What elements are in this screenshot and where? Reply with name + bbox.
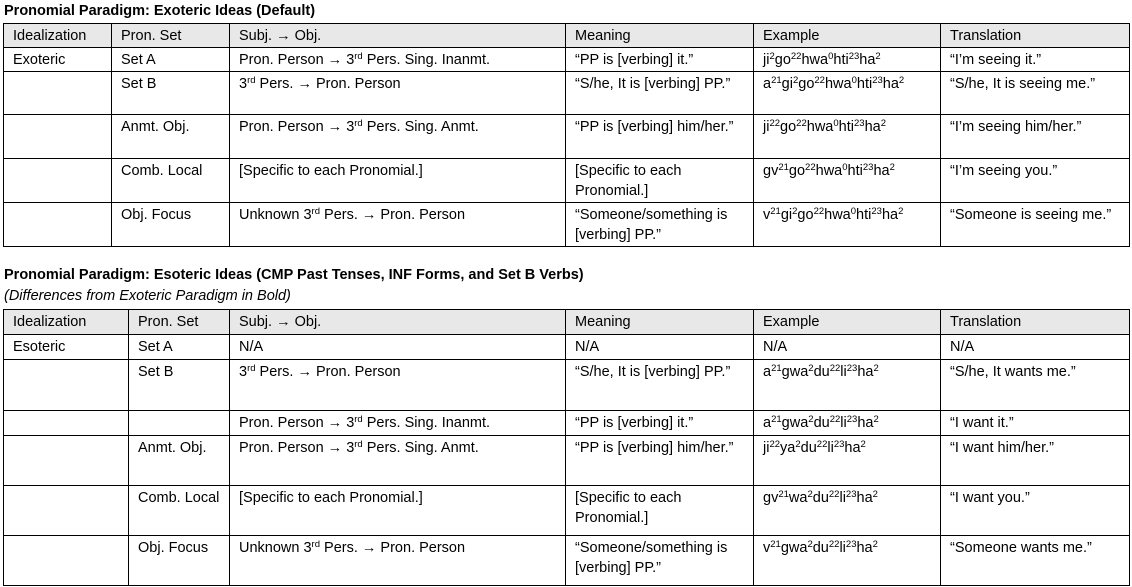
cell-subj-obj: [Specific to each Pronomial.]	[230, 486, 566, 536]
cell-subj-obj: [Specific to each Pronomial.]	[230, 159, 566, 203]
cell-subj-obj: Pron. Person → 3rd Pers. Sing. Anmt.	[230, 115, 566, 159]
col-header-pron-set: Pron. Set	[129, 310, 230, 335]
cell-translation: “S/he, It is seeing me.”	[941, 72, 1130, 115]
col-header-meaning: Meaning	[566, 310, 754, 335]
cell-meaning: “PP is [verbing] it.”	[566, 48, 754, 72]
cell-pron-set: Set A	[112, 48, 230, 72]
cell-meaning: “S/he, It is [verbing] PP.”	[566, 360, 754, 411]
cell-translation: “Someone is seeing me.”	[941, 203, 1130, 247]
cell-example: $a^{21}gwa^2du^{22}li^{23}ha^2$	[754, 411, 941, 436]
cell-translation: “Someone wants me.”	[941, 536, 1130, 586]
cell-pron-set: Anmt. Obj.	[112, 115, 230, 159]
cell-translation: “I’m seeing him/her.”	[941, 115, 1130, 159]
cell-subj-obj: 3rd Pers. → Pron. Person	[230, 72, 566, 115]
table-row	[4, 115, 1130, 159]
cell-example: $ji^2go^{22}hwa^0hti^{23}ha^2$	[754, 48, 941, 72]
col-header-translation: Translation	[941, 24, 1130, 48]
esoteric-title: Pronomial Paradigm: Esoteric Ideas (CMP Past Tenses, INF Forms, and Set B Verbs)	[4, 267, 584, 283]
cell-subj-obj: Pron. Person → 3rd Pers. Sing. Anmt.	[230, 436, 566, 486]
exoteric-title: Pronomial Paradigm: Exoteric Ideas (Default)	[4, 3, 316, 19]
table-row	[4, 335, 1130, 360]
cell-meaning: “Someone/something is [verbing] PP.”	[566, 203, 754, 247]
cell-translation: “I’m seeing it.”	[941, 48, 1130, 72]
col-header-subj-obj: Subj. → Obj.	[230, 310, 566, 335]
cell-meaning: N/A	[566, 335, 754, 360]
col-header-example: Example	[754, 24, 941, 48]
cell-example: $ji^{22}go^{22}hwa^0hti^{23}ha^2$	[754, 115, 941, 159]
cell-translation: “I want you.”	[941, 486, 1130, 536]
cell-translation: “S/he, It wants me.”	[941, 360, 1130, 411]
esoteric-header-row	[4, 310, 1130, 335]
cell-meaning: “PP is [verbing] it.”	[566, 411, 754, 436]
table-row	[4, 72, 1130, 115]
table-row	[4, 48, 1130, 72]
cell-pron-set	[129, 411, 230, 436]
cell-translation: N/A	[941, 335, 1130, 360]
cell-idealization	[4, 536, 129, 586]
col-header-idealization: Idealization	[4, 310, 129, 335]
cell-meaning: “PP is [verbing] him/her.”	[566, 115, 754, 159]
col-header-subj-obj: Subj. → Obj.	[230, 24, 566, 48]
col-header-meaning: Meaning	[566, 24, 754, 48]
cell-subj-obj: 3rd Pers. → Pron. Person	[230, 360, 566, 411]
cell-meaning: “PP is [verbing] him/her.”	[566, 436, 754, 486]
cell-subj-obj: N/A	[230, 335, 566, 360]
cell-pron-set: Set A	[129, 335, 230, 360]
cell-pron-set: Comb. Local	[129, 486, 230, 536]
cell-pron-set: Obj. Focus	[112, 203, 230, 247]
cell-translation: “I want him/her.”	[941, 436, 1130, 486]
cell-meaning: [Specific to each Pronomial.]	[566, 159, 754, 203]
table-row	[4, 360, 1130, 411]
esoteric-table	[3, 309, 1130, 586]
table-row	[4, 159, 1130, 203]
cell-example: $ji^{22}ya^2du^{22}li^{23}ha^2$	[754, 436, 941, 486]
cell-pron-set: Set B	[112, 72, 230, 115]
col-header-idealization: Idealization	[4, 24, 112, 48]
cell-example: $gv^{21}go^{22}hwa^0hti^{23}ha^2$	[754, 159, 941, 203]
cell-example: $gv^{21}wa^2du^{22}li^{23}ha^2$	[754, 486, 941, 536]
cell-subj-obj: Pron. Person → 3rd Pers. Sing. Inanmt.	[230, 48, 566, 72]
cell-example: $a^{21}gi^2go^{22}hwa^0hti^{23}ha^2$	[754, 72, 941, 115]
table-row	[4, 486, 1130, 536]
table-row	[4, 411, 1130, 436]
cell-example: N/A	[754, 335, 941, 360]
cell-idealization	[4, 486, 129, 536]
cell-idealization	[4, 411, 129, 436]
cell-idealization	[4, 436, 129, 486]
esoteric-subtitle: (Differences from Exoteric Paradigm in Bold)	[4, 288, 291, 304]
col-header-translation: Translation	[941, 310, 1130, 335]
table-row	[4, 436, 1130, 486]
cell-idealization	[4, 72, 112, 115]
cell-pron-set: Comb. Local	[112, 159, 230, 203]
table-row	[4, 203, 1130, 247]
cell-meaning: [Specific to each Pronomial.]	[566, 486, 754, 536]
cell-subj-obj: Unknown 3rd Pers. → Pron. Person	[230, 203, 566, 247]
cell-example: $v^{21}gi^2go^{22}hwa^0hti^{23}ha^2$	[754, 203, 941, 247]
cell-idealization: Exoteric	[4, 48, 112, 72]
cell-idealization	[4, 360, 129, 411]
cell-idealization	[4, 203, 112, 247]
cell-idealization	[4, 115, 112, 159]
cell-pron-set: Set B	[129, 360, 230, 411]
cell-idealization	[4, 159, 112, 203]
exoteric-table	[3, 23, 1130, 247]
cell-meaning: “S/he, It is [verbing] PP.”	[566, 72, 754, 115]
cell-translation: “I want it.”	[941, 411, 1130, 436]
col-header-example: Example	[754, 310, 941, 335]
col-header-pron-set: Pron. Set	[112, 24, 230, 48]
cell-pron-set: Anmt. Obj.	[129, 436, 230, 486]
cell-example: $a^{21}gwa^2du^{22}li^{23}ha^2$	[754, 360, 941, 411]
cell-subj-obj: Pron. Person → 3rd Pers. Sing. Inanmt.	[230, 411, 566, 436]
cell-pron-set: Obj. Focus	[129, 536, 230, 586]
cell-translation: “I’m seeing you.”	[941, 159, 1130, 203]
cell-meaning: “Someone/something is [verbing] PP.”	[566, 536, 754, 586]
cell-subj-obj: Unknown 3rd Pers. → Pron. Person	[230, 536, 566, 586]
exoteric-header-row	[4, 24, 1130, 48]
cell-example: $v^{21}gwa^2du^{22}li^{23}ha^2$	[754, 536, 941, 586]
table-row	[4, 536, 1130, 586]
cell-idealization: Esoteric	[4, 335, 129, 360]
